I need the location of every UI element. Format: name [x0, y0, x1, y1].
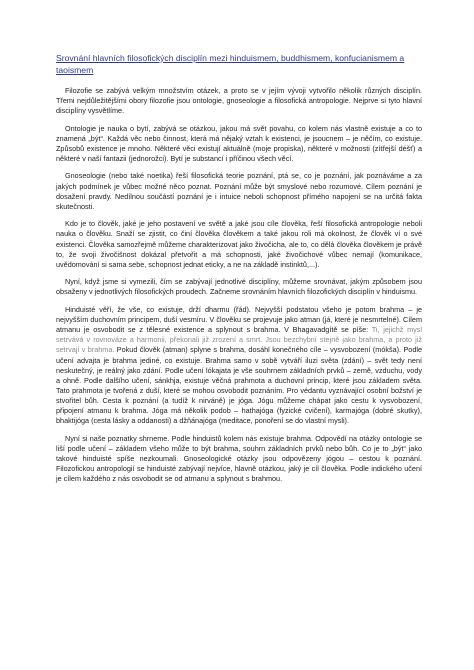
bhagavadgita-quote: Ti, jejichž mysl setrvává v rovnováze a harmonii, překonali již zrození a smrt. Jsou bezchybní stejně jako brahma, a proto již setrvají v brahma.	[56, 325, 422, 355]
paragraph-comparison-intro: Nyní, když jsme si vymezili, čím se zabývají jednotlivé disciplíny, můžeme srovnávat, jakým způsobem jsou obsaženy v jednotlivých filosofických proudech. Začneme srovnáním hlavních filozofických disciplín v hinduismu.	[56, 277, 422, 297]
paragraph-hinduism	[56, 305, 422, 427]
paragraph-anthropology: Kdo je to člověk, jaké je jeho postavení ve světě a jaké jsou cíle člověka, řeší filosofická antropologie neboli nauka o člověku. Snaží se zjistit, co činí člověka člověkem a také jakou roli má okolnost, že člověk ví o své existenci. Člověka samozřejmě můžeme charakterizovat jako živočicha, ale to, co dělá člověka člověkem je právě to, že svoji živočišnost dokázal přetvořit a má schopnosti, jaké živočichové vůbec nemají (komunikace, uvědomování si sama sebe, schopnost jednat eticky, a ne na základě instinktů,...).	[56, 219, 422, 269]
hinduism-text: Hinduisté věří, že vše, co existuje, drží dharmu (řád). Nejvyšší podstatou všeho je potom brahma – je nejvyšším duchovním principem, duší vesmíru. V člověku se projevuje jako atman (já, které je nesmrtelné). Cílem atmanu je osvobodit se z tělesné existence a splynout s brahma. V Bhagavadgítě se píše:	[56, 304, 422, 335]
paragraph-ontology: Ontologie je nauka o bytí, zabývá se otázkou, jakou má svět povahu, co kolem nás vlastně existuje a co to znamená „být“. Každá věc nebo činnost, která má nějaký vztah k existenci, je jsoucnem – je něčím, co existuje. Způsobů existence je mnoho. Některé věci existují aktuálně (moje propiska), některé v možnosti (zítřejší déšť) a některé v naší fantazii (jednorožci). Bytí je substancí i příčinou všech věcí.	[56, 123, 422, 164]
document-title: Srovnání hlavních filosofických disciplín mezi hinduismem, buddhismem, konfucianismem a taoismem	[56, 53, 405, 75]
paragraph-summary: Nyní si naše poznatky shrneme. Podle hinduistů kolem nás existuje brahma. Odpovědí na otázky ontologie se liší podle učení – základem všeho může to být brahma, souhrn základních prvků nebo bůh. Co je to „být“ jako takové hinduisté spíše nezkoumali. Gnoseologické otázky jsou odpovězeny jógou – cestou k poznání. Filozofickou antropologií se hinduisté zabývají nejvíce, hlavně otázkou, jaký je cíl člověka. Podle indického učení je cílem každého z nás osvobodit se od atmanu a splynout s brahmou.	[56, 433, 422, 484]
hinduism-text-continued: Pokud člověk (atman) splyne s brahma, dosáhl konečného cíle – vysvobození (mókša). Podle učení advajta je brahma jediné, co existuje. Brahma samo v sobě vytváří iluzi světa (zdání) – svět tedy není neskutečný, je reálný jako zdání. Podle učení lókajata je vše souhrnem základních prvků – země, vzduchu, vody a ohně. Podle dalšího učení, sánkhja, existuje věčná prahmota a duchovní princip, které jsou základem světa. Tato prahmota je tvořená z duší, které se mohou osvobodit poznáním. Pro védantu vyznávající osobní božství je stvořitel bůh. Cesta k poznání (a tudíž k nirváně) je jóga. Jógu můžeme chápat jako cestu k vysvobození, připojení atmanu k brahma. Jóga má několik podob – hathajóga (fyzické cvičení), karmajóga (dobré skutky), bhaktijóga (cesta lásky a oddanosti) a džňánajóga (meditace, ponoření se do vlastní mysli).	[56, 345, 422, 426]
paragraph-gnoseology: Gnoseologie (nebo také noetika) řeší filosofická teorie poznání, ptá se, co je poznání, jak poznáváme a za jakých podmínek je vůbec možné něco poznat. Poznání může být smyslové nebo rozumové. Cílem poznání je dosažení pravdy. Nedílnou součástí poznání je i intuice neboli schopnost přímého napojení se na určitá fakta skutečnosti.	[56, 171, 422, 211]
paragraph-intro: Filozofie se zabývá velkým množstvím otázek, a proto se v jejím vývoji vytvořilo několik různých disciplín. Třemi nejdůležitějšími obory filozofie jsou ontologie, gnoseologie a filosofická antropologie. Nejprve si tyto hlavní disciplíny vysvětlíme.	[56, 86, 422, 116]
